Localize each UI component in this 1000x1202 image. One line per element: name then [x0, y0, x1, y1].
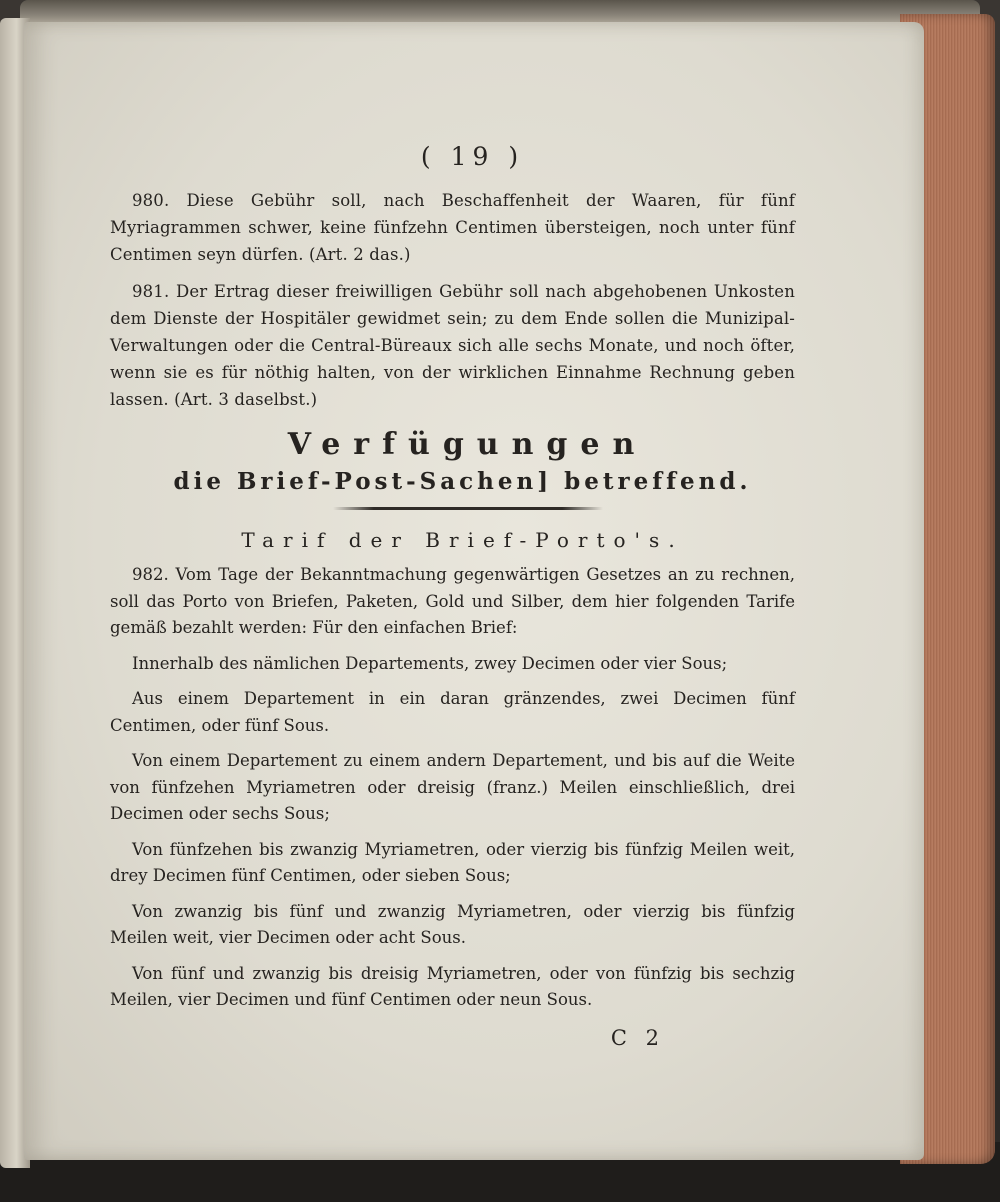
tariff-entry: Von fünfzehen bis zwanzig Myriametren, oder vierzig bis fünfzig Meilen weit, drey Decimen fünf Centimen, oder sieben Sous; [110, 839, 795, 885]
section-subheading: die Brief-Post-Sachen] betreffend. [173, 468, 752, 495]
tariff-entry: Innerhalb des nämlichen Departements, zwey Decimen oder vier Sous; [132, 653, 728, 673]
paragraph-980: 980. Diese Gebühr soll, nach Beschaffenheit der Waaren, für fünf Myriagrammen schwer, keine fünfzehn Centimen übersteigen, noch unter fünf Centimen seyn dürfen. (Art. 2 das.) [110, 191, 795, 264]
paragraph-981: 981. Der Ertrag dieser freiwilligen Gebühr soll nach abgehobenen Unkosten dem Dienste der Hospitäler gewidmet sein; zu dem Ende sollen die Munizipal-Verwaltungen oder die Central-Büreaux sich alle sechs Monate, und noch öfter, wenn sie es für nöthig halten, von der wirklichen Einnahme Rechnung geben lassen. (Art. 3 daselbst.) [110, 282, 795, 409]
book-page [24, 22, 924, 1160]
page-content [110, 142, 795, 1050]
tarif-heading: Tarif der Brief-Porto's. [241, 528, 684, 552]
page-number: ( 19 ) [420, 142, 525, 171]
paragraph-982: 982. Vom Tage der Bekanntmachung gegenwärtigen Gesetzes an zu rechnen, soll das Porto von Briefen, Paketen, Gold und Silber, dem hier folgenden Tarife gemäß bezahlt werden: Für den einfachen Brief: [110, 565, 795, 637]
divider-rule [333, 507, 603, 510]
tariff-entry: Von fünf und zwanzig bis dreisig Myriametren, oder von fünfzig bis sechzig Meilen, vier Decimen und fünf Centimen oder neun Sous. [110, 963, 795, 1009]
tariff-entry: Aus einem Departement in ein daran gränzendes, zwei Decimen fünf Centimen, oder fünf Sous. [110, 689, 795, 735]
tariff-entry: Von zwanzig bis fünf und zwanzig Myriametren, oder vierzig bis fünfzig Meilen weit, vier Decimen oder acht Sous. [110, 901, 795, 947]
signature-mark: C 2 [610, 1025, 665, 1050]
tariff-entry: Von einem Departement zu einem andern Departement, und bis auf die Weite von fünfzehen Myriametren oder dreisig (franz.) Meilen einschließlich, drei Decimen oder sechs Sous; [110, 751, 795, 823]
section-heading: Verfügungen [287, 427, 648, 462]
